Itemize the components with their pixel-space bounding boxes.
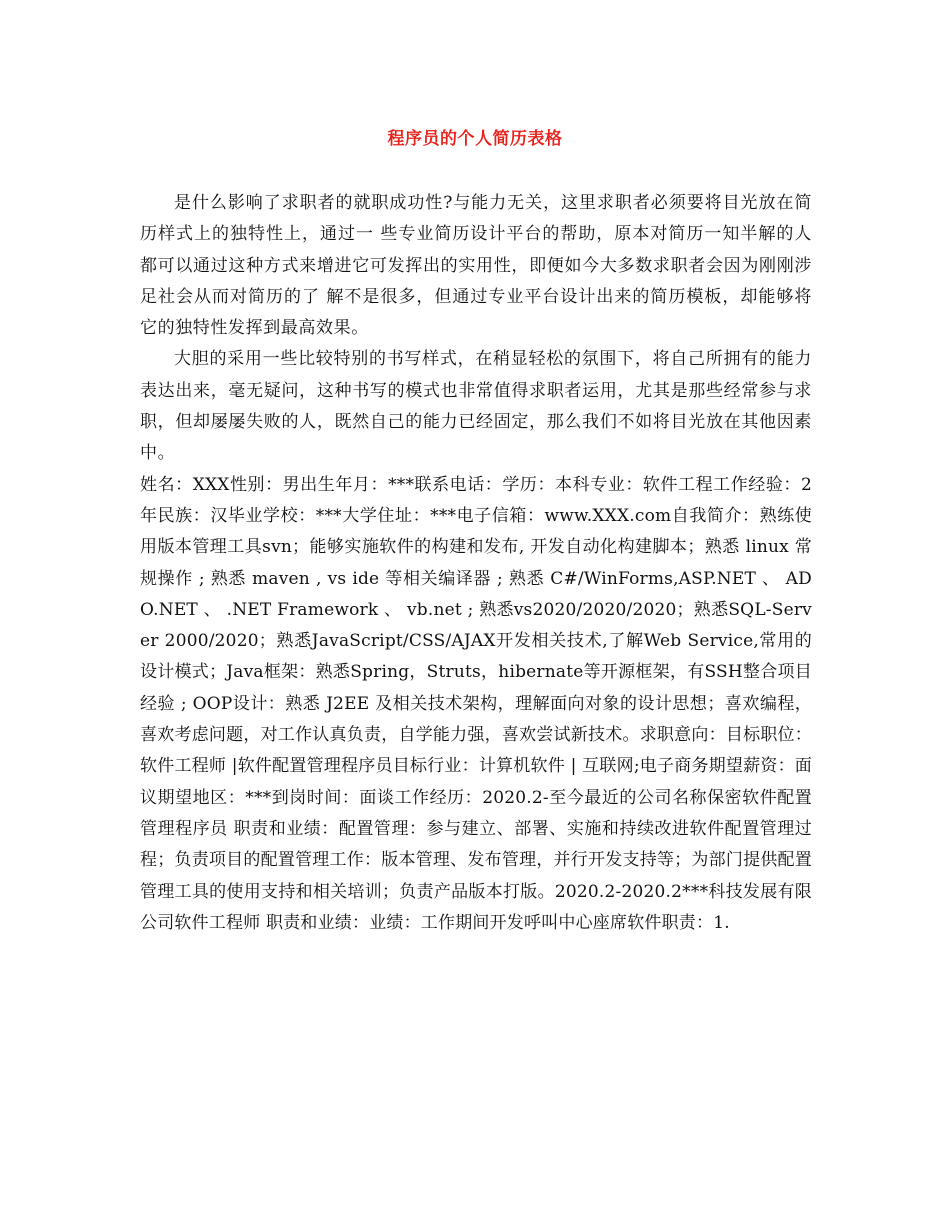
document-body <box>140 188 812 939</box>
document-title: 程序员的个人简历表格 <box>387 129 563 149</box>
intro-paragraph: 是什么影响了求职者的就职成功性?与能力无关，这里求职者必须要将目光放在简历样式上的独特性上，通过一 些专业简历设计平台的帮助，原本对简历一知半解的人都可以通过这种方式来增进它可发挥出的实用性，即便如今大多数求职者会因为刚刚涉足社会从而对简历的了 解不是很多，但通过专业平台设计出来的简历模板，却能够将它的独特性发挥到最高效果。 <box>140 193 812 339</box>
resume-paragraph: 姓名：XXX性别：男出生年月：***联系电话：学历：本科专业：软件工程工作经验：2年民族：汉毕业学校：***大学住址：***电子信箱：www.XXX.com自我简介：熟练使用版本管理工具svn；能够实施软件的构建和发布, 开发自动化构建脚本；熟悉 linux 常规操作 ; 熟悉 maven , vs ide 等相关编译器 ; 熟悉 C#/WinForms,ASP.NET 、 ADO.NET 、 .NET Framework 、 vb.net ; 熟悉vs2020/2020/2020；熟悉SQL-Server 2000/2020；熟悉JavaScript/CSS/AJAX开发相关技术,了解Web Service,常用的设计模式；Java框架：熟悉Spring，Struts，hibernate等开源框架，有SSH整合项目经验 ; OOP设计：熟悉 J2EE 及相关技术架构，理解面向对象的设计思想；喜欢编程，喜欢考虑问题，对工作认真负责，自学能力强，喜欢尝试新技术。求职意向：目标职位：软件工程师 |软件配置管理程序员目标行业：计算机软件 | 互联网;电子商务期望薪资：面议期望地区：***到岗时间：面谈工作经历：2020.2-至今最近的公司名称保密软件配置管理程序员 职责和业绩：配置管理：参与建立、部署、实施和持续改进软件配置管理过程；负责项目的配置管理工作：版本管理、发布管理，并行开发支持等；为部门提供配置管理工具的使用支持和相关培训；负责产品版本打版。2020.2-2020.2***科技发展有限公司软件工程师 职责和业绩：业绩：工作期间开发呼叫中心座席软件职责：1. <box>140 474 812 933</box>
style-paragraph: 大胆的采用一些比较特别的书写样式，在稍显轻松的氛围下，将自己所拥有的能力表达出来，毫无疑问，这种书写的模式也非常值得求职者运用，尤其是那些经常参与求职，但却屡屡失败的人，既然自己的能力已经固定，那么我们不如将目光放在其他因素中。 <box>140 349 812 464</box>
